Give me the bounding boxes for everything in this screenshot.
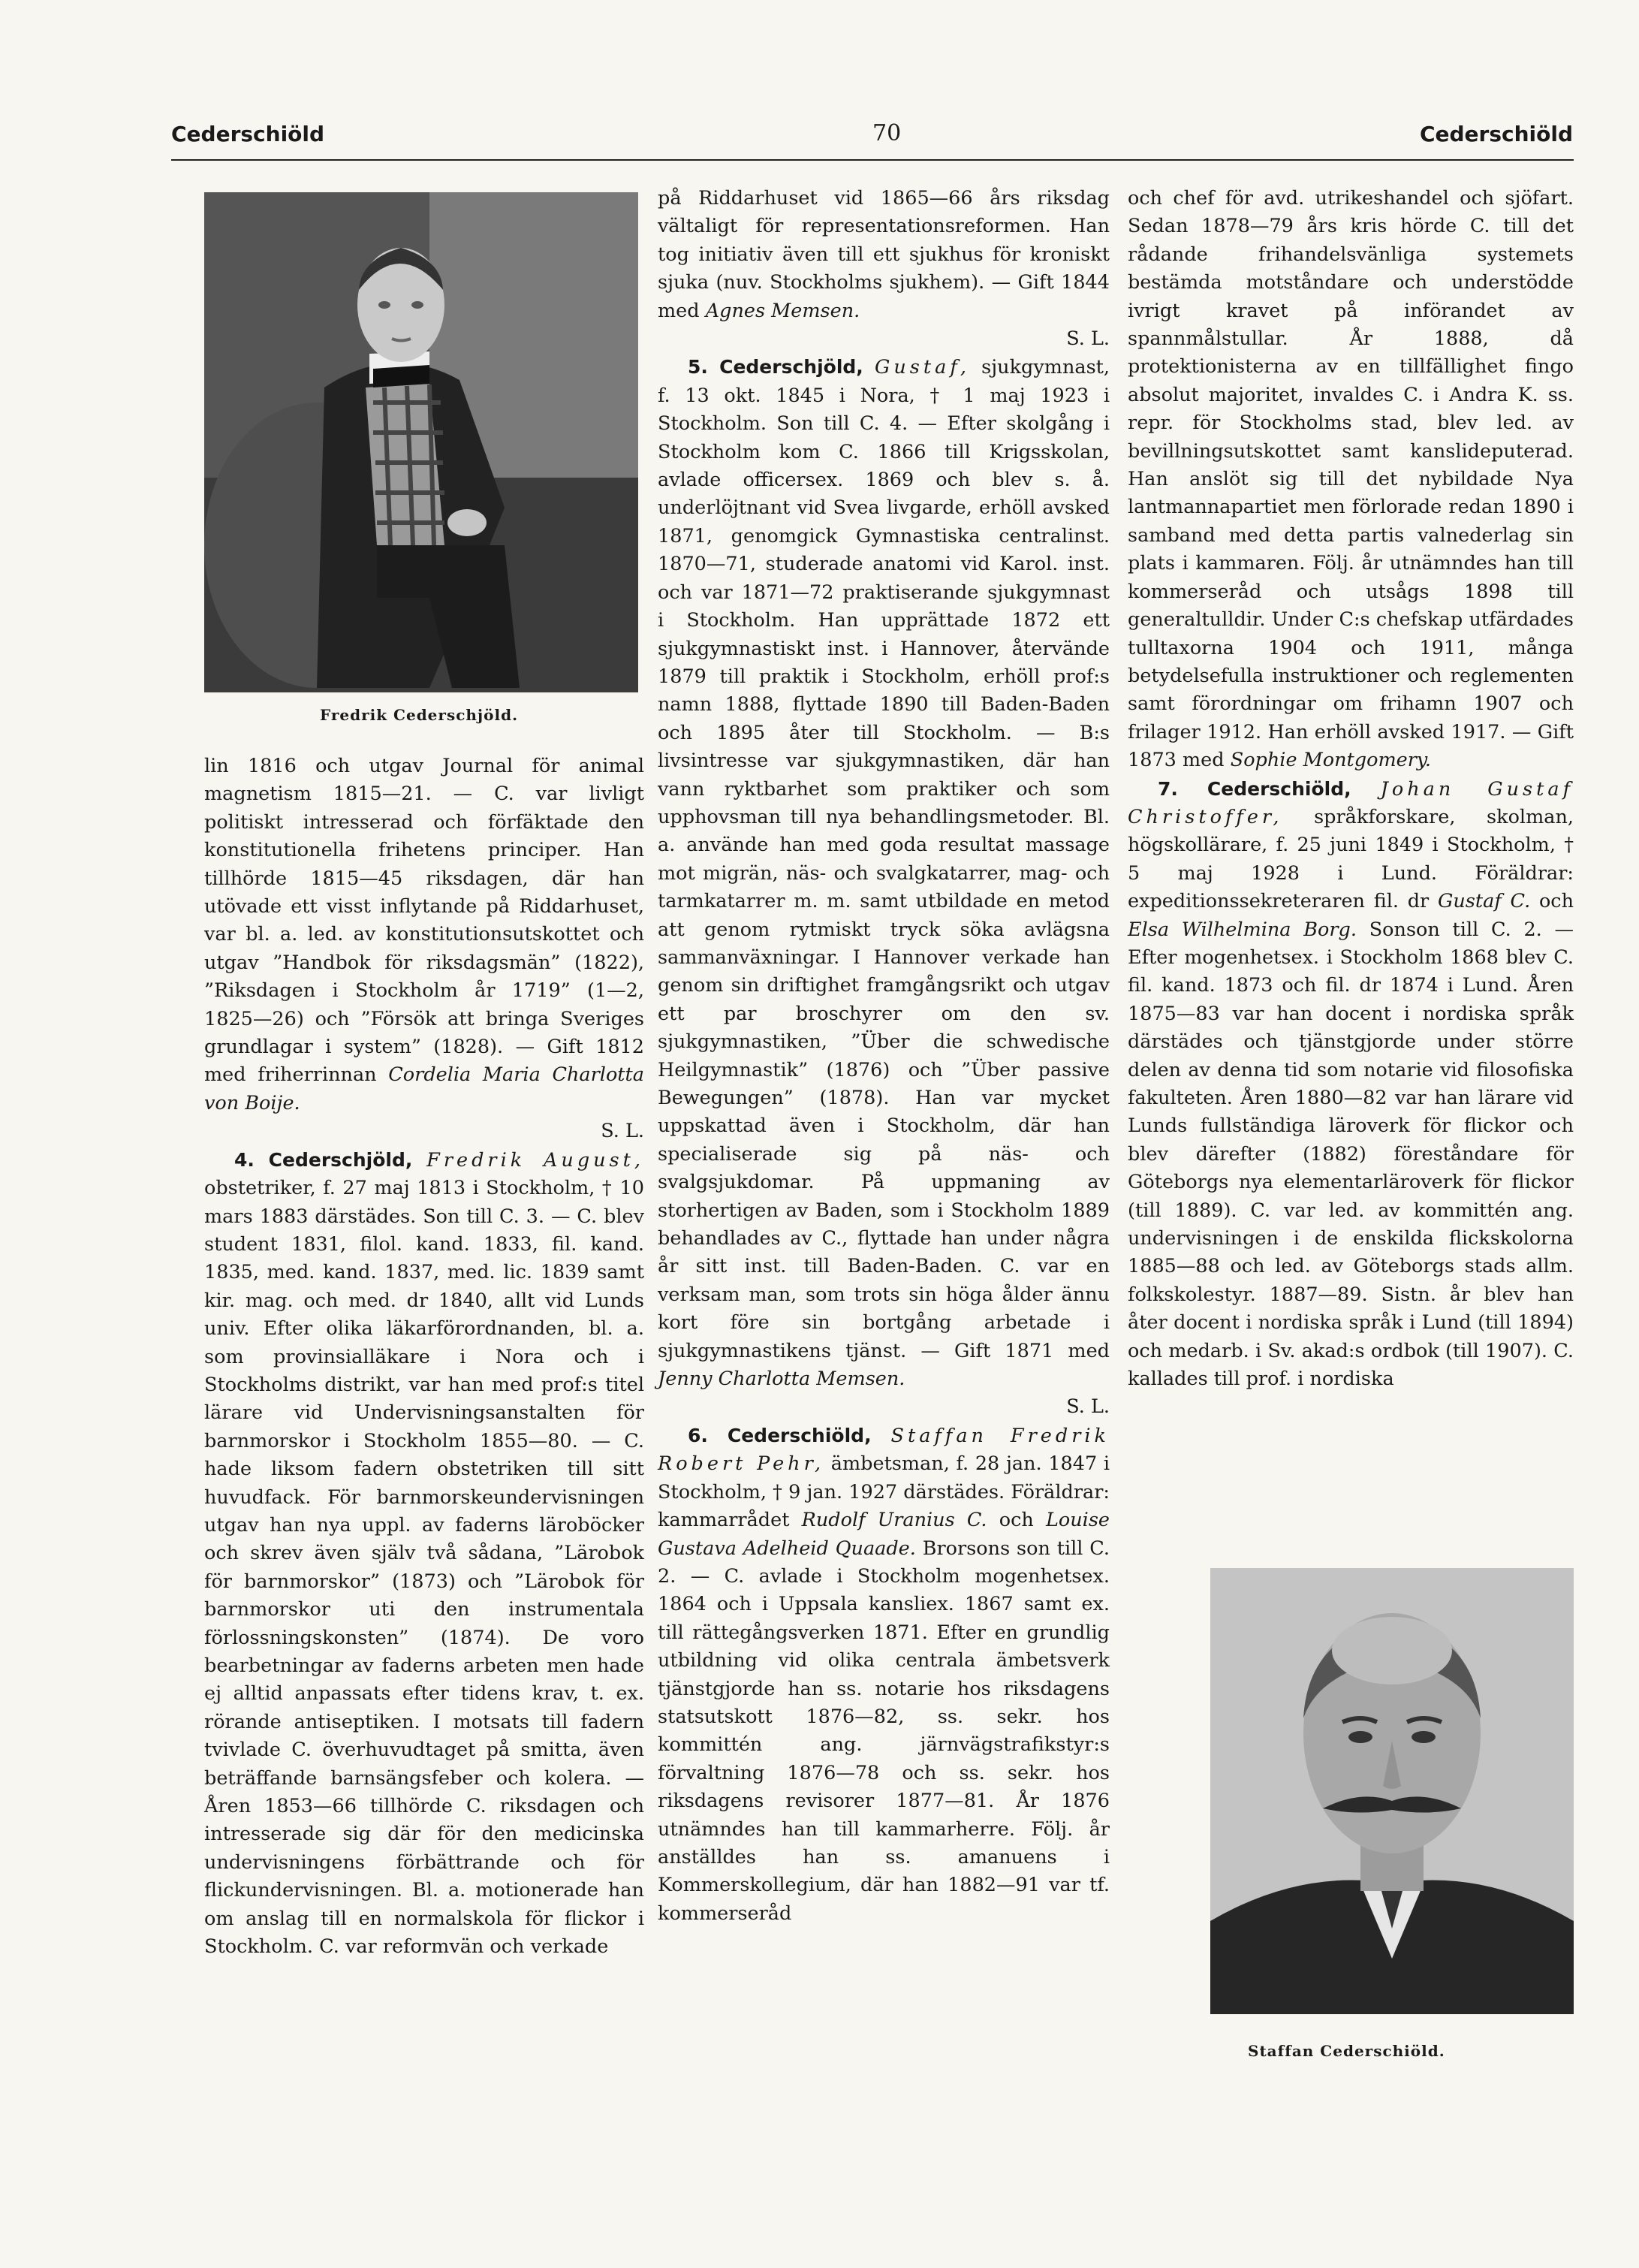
body-text: lin 1816 och utgav Journal för animal magnetism 1815—21. — C. var livligt politiskt intresserad och förfäktade den konstitutionella frihetens principer. Han tillhörde 1815—45 riksdagen, där han utövade ett visst inflytande på Riddarhuset, var bl. a. led. av konstitutionsutskottet och utgav ”Handbok för riksdagsmän” (1822), ”Riksdagen i Stockholm år 1719” (1—2, 1825—26) och ”Försök att bringa Sveriges grundlagar i system” (1828). — Gift 1812 med friherrinnan	[204, 755, 644, 1087]
portrait-staffan-photo	[1210, 1568, 1574, 2014]
author-signature: S. L.	[601, 1120, 644, 1143]
spouse-name: Cordelia Maria Charlotta von Boije.	[204, 1063, 644, 1114]
author-signature: S. L.	[1066, 327, 1110, 351]
body-text: ämbetsman, f. 28 jan. 1847 i Stockholm, † 9 jan. 1927 därstädes. Föräldrar: kammarrådet	[658, 1452, 1110, 1532]
body-text: på Riddarhuset vid 1865—66 års riksdag vältaligt för representationsreformen. Han tog initiativ även till ett sjukhus för kroniskt sjuka (nuv. Stockholms sjukhem). — Gift 1844 med	[658, 187, 1110, 322]
paragraph	[658, 185, 1110, 353]
text-column-3	[1128, 185, 1574, 1393]
entry-7	[1128, 775, 1574, 1394]
entry-6	[658, 1422, 1110, 1928]
body-text: språkforskare, skolman, högskollärare, f. 25 juni 1849 i Stockholm, † 5 maj 1928 i Lund. Föräldrar: expeditionssekreteraren fil. dr	[1128, 805, 1574, 913]
entry-given-name: Staffan Fredrik Robert Pehr,	[658, 1424, 1110, 1476]
figure-caption-2: Staffan Cederschiöld.	[1248, 2042, 1445, 2060]
entry-surname: Cederschjöld,	[719, 356, 863, 379]
father-name: Rudolf Uranius C.	[801, 1509, 987, 1532]
author-signature: S. L.	[1066, 1395, 1110, 1419]
running-head-right: Cederschiöld	[1419, 122, 1573, 146]
spouse-name: Jenny Charlotta Memsen.	[658, 1368, 905, 1391]
page-number: 70	[872, 120, 902, 146]
paragraph	[1128, 185, 1574, 775]
paragraph	[204, 752, 644, 1146]
entry-surname: Cederschiöld,	[1207, 777, 1351, 800]
conjunction: och	[999, 1509, 1034, 1532]
text-column-2	[658, 185, 1110, 1928]
entry-number: 6.	[688, 1424, 708, 1446]
spouse-name: Agnes Memsen.	[705, 299, 860, 322]
mother-name: Elsa Wilhelmina Borg.	[1128, 918, 1357, 941]
entry-surname: Cederschiöld,	[727, 1424, 872, 1446]
portrait-staffan-drawing	[1210, 1568, 1574, 2014]
entry-number: 4.	[234, 1148, 255, 1171]
body-text: sjukgymnast, f. 13 okt. 1845 i Nora, † 1 maj 1923 i Stockholm. Son till C. 4. — Efter skolgång i Stockholm kom C. 1866 till Krigsskolan, avlade officersex. 1869 och blev s. å. underlöjtnant vid Svea livgarde, erhöll avsked 1871, genomgick Gymnastiska centralinst. 1870—71, studerade anatomi vid Karol. inst. och var 1871—72 praktiserande sjukgymnast i Stockholm. Han upprättade 1872 ett sjukgymnastiskt inst. i Hannover, återvände 1879 till praktik i Stockholm, erhöll prof:s namn 1888, flyttade 1890 till Baden-Baden och 1895 åter till Stockholm. — B:s livsintresse var sjukgymnastiken, där han vann ryktbarhet som praktiker och som upphovsman till nya behandlingsmetoder. Bl. a. använde han med goda resultat massage mot migrän, näs- och svalgkatarrer, mag- och tarmkatarrer m. m. samt utbildade en metod att genom rytmiskt tryck söka avlägsna sammanväxningar. I Hannover verkade han genom sin driftighet framgångsrikt och utgav ett par broschyrer om den sv. sjukgymnastiken, ”Über die schwedische Heilgymnastik” (1876) och ”Über passive Bewegungen” (1878). Han var mycket uppskattad även i Stockholm, där han specialiserade sig på näs- och svalgsjukdomar. På uppmaning av storhertigen av Baden, som i Stockholm 1889 behandlades av C., flyttade han under några år sitt inst. till Baden-Baden. C. var en verksam man, som trots sin höga ålder ännu kort före sin bortgång arbetade i sjukgymnastikens tjänst. — Gift 1871 med	[658, 356, 1110, 1362]
figure-caption-1: Fredrik Cederschjöld.	[320, 706, 519, 724]
entry-given-name: Gustaf,	[875, 356, 970, 379]
body-text: och chef för avd. utrikeshandel och sjöfart. Sedan 1878—79 års kris hörde C. till det rådande frihandelsvänliga systemets bestämda motståndare och understödde ivrigt kravet på införandet av spannmålstullar. År 1888, då protektionisterna av en tillfällighet fingo absolut majoritet, invaldes C. i Andra K. ss. repr. för Stockholms stad, blev led. av bevillningsutskottet samt kanslideputerad. Han anslöt sig till det nybildade Nya lantmannapartiet men förlorade redan 1890 i samband med detta partis valnederlag sin plats i kammaren. Följ. år utnämndes han till kommerseråd och utsågs 1898 till generaltulldir. Under C:s chefskap utfärdades tulltaxorna 1904 och 1911, många betydelsefulla instruktioner och reglementen samt förordningar om frihamn 1907 och frilager 1912. Han erhöll avsked 1917. — Gift 1873 med	[1128, 187, 1574, 772]
portrait-fredrik-photo	[204, 192, 638, 692]
running-head-left: Cederschiöld	[171, 122, 325, 146]
spouse-name: Sophie Montgomery.	[1230, 749, 1432, 772]
body-text: Brorsons son till C. 2. — C. avlade i Stockholm mogenhetsex. 1864 och i Uppsala kansliex. 1867 samt ex. till rättegångsverken 1871. Efter en grundlig utbildning vid olika centrala ämbetsverk tjänstgjorde han ss. notarie hos riksdagens statsutskott 1876—82, ss. sekr. hos kommittén ang. järnvägstrafikstyr:s förvaltning 1876—78 och ss. sekr. hos riksdagens revisorer 1877—81. År 1876 utnämndes han till kammarherre. Följ. år anställdes han ss. amanuens i Kommerskollegium, där han 1882—91 var tf. kommerseråd	[658, 1537, 1110, 1925]
entry-surname: Cederschjöld,	[268, 1148, 413, 1171]
body-text: obstetriker, f. 27 maj 1813 i Stockholm, † 10 mars 1883 därstädes. Son till C. 3. — C. blev student 1831, filol. kand. 1833, fil. kand. 1835, med. kand. 1837, med. lic. 1839 samt kir. mag. och med. dr 1840, allt vid Lunds univ. Efter olika läkarförordnanden, bl. a. som provinsialläkare i Nora och i Stockholms distrikt, var han med prof:s titel lärare vid Undervisningsanstalten för barnmorskor i Stockholm 1855—80. — C. hade liksom fadern obstetriken till sitt huvudfack. För barnmorskeundervisningen utgav han nya uppl. av faderns läroböcker och skrev även själv två sådana, ”Lärobok för barnmorskor” (1873) och ”Lärobok för barnmorskor uti den instrumentala förlossningskonsten” (1874). De voro bearbetningar av faderns arbeten men hade ej alltid anpassats efter tidens krav, t. ex. rörande antiseptiken. I motsats till fadern tvivlade C. överhuvudtaget på smitta, även beträffande barnsängsfeber och kolera. — Åren 1853—66 tillhörde C. riksdagen och intresserade sig där för den medicinska undervisningens förbättrande och för flickundervisningen. Bl. a. motionerade han om anslag till en normalskola för flickor i Stockholm. C. var reformvän och verkade	[204, 1177, 644, 1959]
body-text: Sonson till C. 2. — Efter mogenhetsex. i Stockholm 1868 blev C. fil. kand. 1873 och fil. dr 1874 i Lund. Åren 1875—83 var han docent i nordiska språk därstädes och tjänstgjorde under större delen av denna tid som notarie vid filosofiska fakulteten. Åren 1880—82 var han lärare vid Lunds fullständiga läroverk för flickor och blev därefter (1882) föreståndare för Göteborgs nya elementarläroverk för flickor (till 1889). C. var led. av kommittén ang. undervisningen i de enskilda flickskolorna 1885—88 och led. av Göteborgs stads allm. folkskolestyr. 1887—89. Sistn. år blev han åter docent i nordiska språk i Lund (till 1894) och medarb. i Sv. akad:s ordbok (till 1907). C. kallades till prof. i nordiska	[1128, 918, 1574, 1391]
header-rule	[171, 159, 1574, 161]
entry-4	[204, 1146, 644, 1962]
father-name: Gustaf C.	[1437, 890, 1531, 913]
entry-number: 5.	[688, 356, 708, 379]
entry-5	[658, 353, 1110, 1421]
entry-number: 7.	[1158, 777, 1178, 800]
text-column-1	[204, 752, 644, 1961]
entry-given-name: Johan Gustaf Christoffer,	[1128, 777, 1574, 828]
portrait-fredrik-drawing	[204, 192, 638, 692]
mother-name: Louise Gustava Adelheid Quaade.	[658, 1509, 1110, 1560]
conjunction: och	[1538, 890, 1574, 913]
entry-given-name: Fredrik August,	[426, 1148, 645, 1172]
